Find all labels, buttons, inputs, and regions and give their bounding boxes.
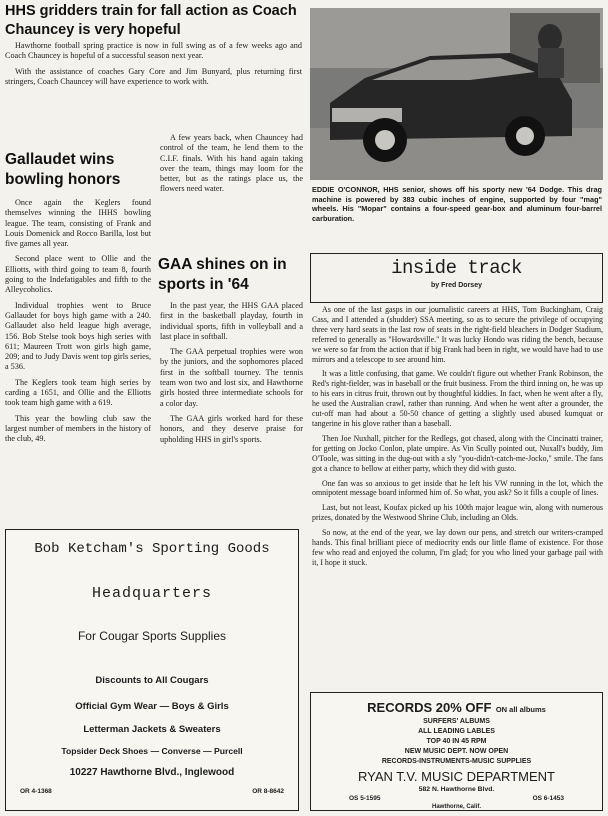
ad-ketcham-gym: Official Gym Wear — Boys & Girls [75, 701, 229, 712]
headline-bowling: Gallaudet wins bowling honors [5, 151, 121, 188]
ad-bob-ketcham [5, 529, 299, 811]
gridders-continued [160, 133, 303, 200]
bowling-paragraph: This year the bowling club saw the largest number of members in the history of the club, 49. [5, 413, 151, 444]
bowling-paragraph: The Keglers took team high series by carding a 1651, and Ollie and the Elliotts took team high game with a 619. [5, 377, 151, 408]
inside-track-paragraph: One fan was so anxious to get inside that he left his VW running in the lot, which the omnipotent message board informed him of. So what, you ask? So it fills a couple of lines. [312, 478, 603, 498]
gaa-paragraph: In the past year, the HHS GAA placed first in the basketball playday, fourth in individual sports, fifth in volleyball and a last place in softball. [160, 301, 303, 341]
bowling-paragraph: Once again the Keglers found themselves winning the IHHS bowling league. The team, consisting of Frank and Louis Domenick and Rocco Barilla, lost but five games all year. [5, 198, 151, 249]
ad-ketcham-shoes: Topsider Deck Shoes — Converse — Purcell [61, 746, 243, 756]
ad-ketcham-headquarters: Headquarters [91, 585, 213, 602]
ad-ketcham-letterman: Letterman Jackets & Sweaters [83, 724, 221, 735]
inside-track-paragraph: As one of the last gasps in our journalistic careers at HHS, Tom Buckingham, Craig Cass, and I attended a (shudder) SSA meeting, so as to secure the privilege of occupying three very hard seats in the last row of seats in the right-field bleachers in Dodger Stadium, referred to generally as "Howardsville." It was lucky Hondo was riding the bench, because we were so far from the action that if big Frank had been in right, we would have had to use mirrors and a telescope to see around him. [312, 305, 603, 364]
gridders-intro [5, 41, 302, 92]
ad-ryan-address: 582 N. Hawthorne Blvd. [418, 786, 495, 793]
inside-track-paragraph: Then Joe Nuxhall, pitcher for the Redlegs, got chased, along with the Cincinatti trainer, for getting on Jocko Conlon, plate umpire. As Vin Scully pointed out, Nuxall's buddy, Jim O'Toole, was sitting in the dug-out with a sly "you-didn't-catch-me-Jocko," smile. The fans got a chance to bellow at either party, which they did with gusto. [312, 433, 603, 473]
ad-ryan-line3: TOP 40 IN 45 RPM [426, 738, 487, 745]
gaa-paragraph: The GAA perpetual trophies were won by the juniors, and the sophomores placed first in the softball tourney. The tennis team won two and lost six, and Hawthorne girls hosted three intermediate schools for a color day. [160, 347, 303, 408]
bowling-paragraph: Second place went to Ollie and the Elliotts, with third going to team 8, fourth going to the Indefatigables and fifth to the Alleycoholics. [5, 254, 151, 295]
photo-caption: EDDIE O'CONNOR, HHS senior, shows off his sporty new '64 Dodge. This drag machine is powered by 383 cubic inches of engine, supported by four "mag" wheels. His "Mopar" contains a four-speed gear-box and aluminum four-barrel carburation. [312, 185, 602, 223]
bowling-paragraph: Individual trophies went to Bruce Gallaudet for boys high game with a 240. Gallaudet also held league high average, 156. Bob Stelse took boys high series with 611; Maureen Trott won girls high game, 209; and to Judy Davis went top girls series, a 536. [5, 300, 151, 372]
headline-gaa: GAA shines on in sports in '64 [158, 256, 287, 293]
gridders-paragraph: With the assistance of coaches Gary Core and Jim Bunyard, plus returning first stringers, Coach Chauncey will have experience to work with. [5, 66, 302, 86]
ad-ryan-line1: SURFERS' ALBUMS [423, 718, 490, 725]
ad-ketcham-name: Bob Ketcham's Sporting Goods [34, 541, 270, 557]
inside-track-paragraph: So now, at the end of the year, we lay down our pens, and stretch our writers-cramped hands. This final brilliant piece of mediocrity ends our little flame of existence. For those few who read and enjoyed the column, I'm glad; for you who lined your garbage pail with it, I hope it stuck. [312, 528, 603, 567]
gridders-paragraph: Hawthorne football spring practice is now in full swing as of a few weeks ago and Coach Chauncey is hopeful of a successful season next year. [5, 41, 302, 61]
inside-track-byline: by Fred Dorsey [431, 282, 482, 289]
ad-ryan-phone-right: OS 6-1453 [532, 795, 564, 802]
inside-track-title: inside track [391, 257, 522, 279]
ad-ketcham-address: 10227 Hawthorne Blvd., Inglewood [69, 767, 235, 778]
ad-ryan-line5: RECORDS-INSTRUMENTS-MUSIC SUPPLIES [381, 758, 532, 765]
gridders-paragraph: A few years back, when Chauncey had control of the team, he lend them to the C.I.F. finals. With his hand again taking over the team, things may loom for the better, but as the ratings place us, the flowers need water. [160, 133, 303, 194]
ad-ryan-headline-small: ON all albums [495, 705, 546, 714]
ad-ketcham-cougar: For Cougar Sports Supplies [77, 629, 227, 643]
car-photo [310, 8, 603, 180]
gaa-paragraph: The GAA girls worked hard for these honors, and they deserve praise for upholding HHS in girl's sports. [160, 413, 303, 444]
ad-ryan-headline-row [311, 699, 602, 717]
ad-ryan-line4: NEW MUSIC DEPT. NOW OPEN [404, 748, 509, 755]
ad-ryan-city: Hawthorne, Calif. [431, 804, 481, 810]
ad-ryan-headline: RECORDS 20% OFF [367, 700, 492, 715]
ad-ketcham-phone-right: OR 8-8642 [252, 788, 284, 795]
inside-track-paragraph: It was a little confusing, that game. We couldn't figure out whether Frank Robinson, the Red's right-fielder, was in baseball or the fruit business. From the third inning on, he was up to his ears in citrus fruit, thrown out by thoughtful kiddies. In fact, when he went after a fly, he used the Australian crawl, rather than running. And when he went after a grounder, the cut-off man had about a 50-50 chance of getting a slightly used abused kumquat or tangerine in his glove rather than a baseball. [312, 369, 603, 428]
ad-ketcham-phone-left: OR 4-1368 [20, 788, 52, 795]
ad-ryan-tv [310, 692, 603, 811]
inside-track-paragraph: Last, but not least, Koufax picked up his 100th major league win, along with numerous prizes, donated by the Westwood Shrine Club, including an Olds. [312, 503, 603, 523]
car-photo-illustration [310, 8, 603, 180]
headline-gridders: HHS gridders train for fall action as Coach Chauncey is very hopeful [5, 3, 297, 38]
ad-ryan-name: RYAN T.V. MUSIC DEPARTMENT [358, 769, 555, 784]
ad-ryan-phone-left: OS 5-1595 [349, 795, 381, 802]
ad-ketcham-discounts: Discounts to All Cougars [95, 675, 209, 686]
gaa-article [160, 301, 303, 450]
bowling-article [5, 198, 151, 450]
inside-track-header-box [310, 253, 603, 303]
inside-track-column [312, 305, 603, 573]
ad-ryan-line2: ALL LEADING LABLES [418, 728, 495, 735]
